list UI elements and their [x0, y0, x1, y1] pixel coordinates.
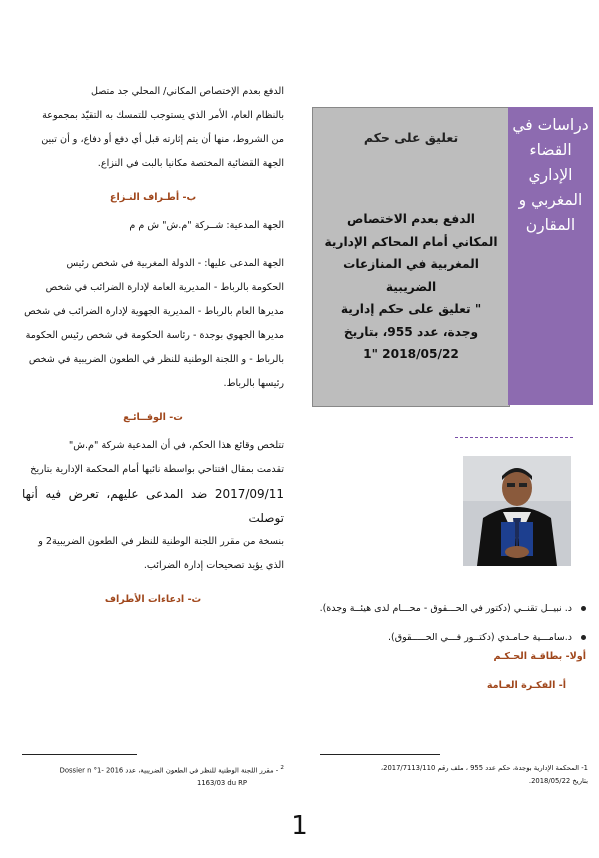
series-line: الإداري: [528, 166, 573, 184]
defendant-line: رئيسها بالرباط.: [223, 378, 284, 389]
title-box: [312, 107, 510, 407]
facts-line: الذي يؤيد تصحيحات إدارة الضرائب.: [143, 560, 284, 571]
defendant-line: بالرباط - و اللجنة الوطنية للنظر في الطعون الضريبية في شخص: [28, 354, 284, 365]
defendant-line: الجهة المدعى عليها: - الدولة المغربية في شخص رئيس: [66, 258, 284, 269]
left-column: [22, 80, 284, 616]
series-line: القضاء: [529, 141, 572, 159]
footnote-text: 1163/03 du RP: [197, 779, 248, 788]
facts-line: تقدمت بمقال افتتاحي بواسطة نائبها أمام المحكمة الإدارية بتاريخ: [30, 464, 284, 475]
title-line: المكاني أمام المحاكم الإدارية: [324, 234, 498, 249]
footnote-number: 2: [280, 765, 284, 771]
footnote-text: 1- المحكمة الإدارية بوجدة، حكم عدد 955 ، ملف رقم 2017/7113/110،: [380, 764, 588, 772]
footnote-text: بتاريخ 2018/05/22.: [528, 777, 588, 785]
dashed-divider: [455, 437, 573, 438]
footnote-rule-left: [22, 754, 137, 755]
heading-general-idea: أ- الفكـرة العـامة: [486, 680, 566, 691]
footnote-rule-right: [320, 754, 440, 755]
authors-and-sections: [316, 600, 586, 694]
title-line: الضريبية: [385, 279, 437, 294]
plaintiff-line: الجهة المدعية: شــركة "م.ش" ش م م: [129, 220, 284, 231]
facts-line: 2017/09/11 ضد المدعى عليهم، تعرض فيه أنها توصلت: [22, 487, 284, 525]
title-line: " تعليق على حكم إدارية: [340, 302, 482, 316]
title-line: الدفع بعدم الاختصاص: [346, 212, 475, 226]
heading-facts: ت- الوقــائـع: [123, 412, 183, 423]
series-banner: [508, 107, 593, 405]
title-box-subtitle: تعليق على حكم: [363, 130, 459, 145]
heading-parties: ب- أطـراف النـزاع: [109, 192, 197, 203]
intro-line: الدفع بعدم الإختصاص المكاني/ المحلي جد متصل: [90, 86, 284, 97]
heading-judgment-card: أولا- بطاقـة الحـكـم: [493, 651, 586, 662]
defendant-line: مديرها العام بالرباط - المديرية الجهوية لإدارة الضرائب في شخص: [24, 306, 284, 317]
defendant-line: الحكومة بالرباط - المديرية العامة لإدارة الضرائب في شخص: [45, 282, 284, 293]
intro-line: من الشروط، منها أن يتم إثارته قبل أي دفع أو دفاع، و أن تبين: [41, 134, 284, 145]
intro-line: الجهة القضائية المختصة مكانيا بالبت في النزاع.: [97, 158, 284, 169]
series-line: المقارن: [525, 216, 576, 234]
footnote-text: - مقرر اللجنة الوطنية للنظر في الطعون الضريبية، عدد 2016 -1° Dossier n: [59, 766, 279, 775]
title-box-main: [321, 208, 501, 366]
author-photo: [463, 456, 571, 566]
footnote-1: [318, 762, 588, 788]
facts-line: بنسخة من مقرر اللجنة الوطنية للنظر في الطعون الضريبية2 و: [38, 536, 284, 547]
page-number: 1: [291, 811, 308, 841]
title-line: 2018/05/22 "1: [363, 347, 459, 361]
defendant-line: مديرها الجهوي بوجدة - رئاسة الحكومة في شخص رئيس الحكومة: [25, 330, 284, 341]
heading-claims: ث- ادعاءات الأطراف: [104, 594, 202, 605]
author-item: د.سامـــية حـامـدي (دكتــور فـــي الحـــــقوق).: [316, 629, 586, 646]
title-line: وجدة، عدد 955، بتاريخ: [343, 324, 479, 339]
series-line: دراسات في: [512, 116, 589, 134]
intro-line: بالنظام العام، الأمر الذي يستوجب للتمسك به التقيّد بمجموعة: [42, 110, 284, 121]
facts-line: تتلخص وقائع هذا الحكم، في أن المدعية شركة "م.ش": [68, 440, 284, 451]
series-line: المغربي و: [518, 191, 583, 209]
footnote-2: [22, 762, 284, 790]
title-line: المغربية في المنازعات: [343, 257, 479, 271]
author-item: د. نبيــل تقنــي (دكتور في الحـــقوق - محـــام لدى هيئــة وجدة).: [316, 600, 586, 617]
